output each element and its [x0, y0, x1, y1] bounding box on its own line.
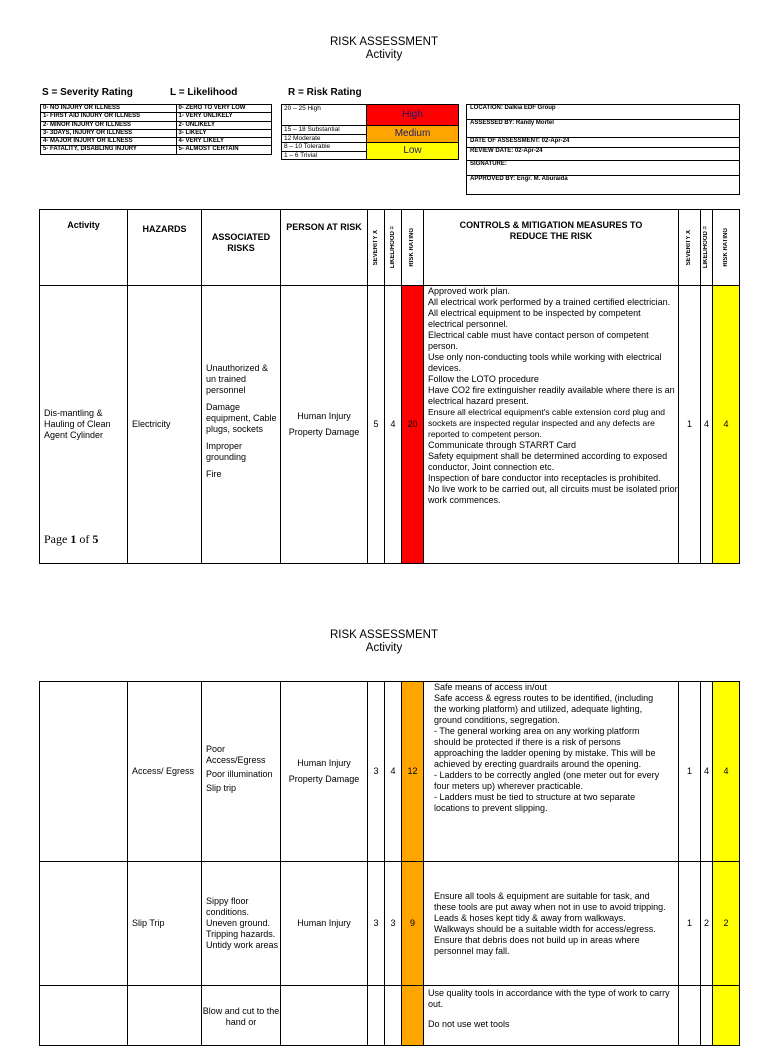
header-rating: RISK RATING [409, 228, 415, 267]
assessed-by-field: ASSESSED BY: Randy Mortel [467, 120, 740, 138]
person-cell: Human Injury Property Damage [281, 682, 368, 862]
residual-rating-value: 2 [713, 862, 740, 986]
header-person: PERSON AT RISK [281, 210, 368, 286]
controls-cell: Safe means of access in/out Safe access & egress routes to be identified, (including the working platform) and utilized, adequate lighting, ground conditions, segregation. - The general working area on any working platform should be protected if there is a risk of persons approaching the ladder opening by mistake. This will be achieved by erecting guardrails around the opening. - Ladders to be correctly angled (one meter out for every four meters up) wherever practicable. - Ladders must be tied to structure at two separate locations to prevent slipping. [424, 682, 679, 862]
review-date-field: REVIEW DATE: 02-Apr-24 [467, 148, 740, 161]
rating-medium: Medium [367, 126, 459, 143]
risk-rating-legend [281, 104, 459, 160]
location-field: LOCATION: Dalkia EDF Group [467, 105, 740, 120]
person-cell: Human Injury Property Damage [281, 286, 368, 564]
header-severity: SEVERITY X [372, 229, 379, 266]
controls-cell: Approved work plan. All electrical work performed by a trained certified electrician. All electrical equipment to be inspected by competent electrical personnel. Electrical cable must have contact person of competent person. Use only non-conducting tools while working with electrical devices. Follow the LOTO procedure Have CO2 fire extinguisher readily available where there is an electrical hazard present. Ensure all electrical equipment's cable extension cord plug and sockets are inspected regular inspected and any defects are reported to competent person. Communicate through STARRT Card Safety equipment shall be determined according to exposed conductor, Joint connection etc. Inspection of bare conductor into receptacles is prohibited. No live work to be carried out, all circuits must be isolated prior work commences. [424, 286, 679, 564]
assessment-info [466, 104, 740, 195]
likelihood-legend-item: 3- LIKELY [176, 129, 271, 137]
header-likelihood: LIKELIHOOD = [389, 226, 396, 269]
controls-cell: Ensure all tools & equipment are suitable for task, and these tools are put away when not in use to avoid tripping. Leads & hoses kept tidy & away from walkways. Walkways should be a suitable width for access/egress. Ensure that debris does not build up in areas where personnel may fall. [424, 862, 679, 986]
risks-cell [202, 286, 281, 564]
page2-subtitle: Activity [365, 642, 403, 654]
severity-legend-item: 2- MINOR INJURY OR ILLNESS [41, 121, 177, 129]
residual-severity-value: 1 [679, 862, 701, 986]
risk-item: Improper grounding [206, 441, 247, 462]
header-controls: CONTROLS & MITIGATION MEASURES TO REDUCE THE RISK [424, 210, 679, 286]
page2-title: RISK ASSESSMENT [329, 629, 438, 641]
approved-by-field: APPROVED BY: Engr. M. Aburaida [467, 176, 740, 195]
risks-cell: Poor Access/Egress Poor illumination Slip trip [202, 682, 281, 862]
hazard-cell: Electricity [128, 286, 202, 564]
residual-severity-value: 1 [679, 286, 701, 564]
header-rating-2: RISK RATING [722, 228, 729, 267]
rating-range-moderate: 12 Moderate [282, 134, 367, 143]
severity-legend-item: 1- FIRST AID INJURY OR ILLNESS [41, 113, 177, 121]
likelihood-value: 4 [385, 286, 402, 564]
rating-range-substantial: 15 – 18 Substantial [282, 126, 367, 135]
likelihood-legend-label: L = Likelihood [170, 87, 238, 98]
severity-likelihood-legend [40, 104, 272, 155]
likelihood-legend-item: 0- ZERO TO VERY LOW [176, 105, 271, 113]
likelihood-value: 3 [385, 862, 402, 986]
severity-legend-label: S = Severity Rating [42, 87, 133, 98]
severity-value: 5 [368, 286, 385, 564]
risk-table-page1 [39, 209, 740, 564]
activity-cell: Dis-mantling & Hauling of Clean Agent Cylinder [44, 408, 111, 440]
likelihood-legend-item: 1- VERY UNLIKELY [176, 113, 271, 121]
hazard-cell: Access/ Egress [128, 682, 202, 862]
rating-low: Low [367, 143, 459, 160]
page-number: Page 1 of 5 [44, 532, 99, 546]
controls-cell: Use quality tools in accordance with the type of work to carry out. Do not use wet tools [424, 986, 679, 1046]
residual-rating-value: 4 [713, 682, 740, 862]
severity-legend-item: 5- FATALITY, DISABLING INJURY [41, 146, 177, 154]
hazard-cell: Slip Trip [128, 862, 202, 986]
rating-range-trivial: 1 – 6 Trivial [282, 151, 367, 160]
header-severity-2: SEVERITY X [686, 229, 692, 266]
assessment-date-field: DATE OF ASSESSMENT: 02-Apr-24 [467, 138, 740, 148]
likelihood-legend-item: 5- ALMOST CERTAIN [176, 146, 271, 154]
person-cell: Human Injury [281, 862, 368, 986]
risk-item: Damage equipment, Cable plugs, sockets [206, 402, 277, 434]
header-activity: Activity [40, 210, 128, 286]
residual-likelihood-value: 4 [701, 682, 713, 862]
risks-cell: Blow and cut to the hand or [202, 986, 281, 1046]
severity-legend-item: 4- MAJOR INJURY OR ILLNESS [41, 138, 177, 146]
signature-field: SIGNATURE: [467, 161, 740, 176]
risk-rating-value: 12 [402, 682, 424, 862]
risk-rating-value: 20 [402, 286, 424, 564]
severity-legend-item: 0- NO INJURY OR ILLNESS [41, 105, 177, 113]
rating-range-tolerable: 8 – 10 Tolerable [282, 143, 367, 152]
risk-item: Fire [206, 469, 222, 479]
residual-likelihood-value: 2 [701, 862, 713, 986]
residual-rating-value: 4 [713, 286, 740, 564]
risk-item: Unauthorized & un trained personnel [206, 363, 269, 395]
risk-rating-value: 9 [402, 862, 424, 986]
severity-legend-item: 3- 3DAYS, INJURY OR ILLNESS [41, 129, 177, 137]
header-risks: ASSOCIATED RISKS [202, 210, 281, 286]
rating-range-high: 20 – 25 High [282, 105, 367, 126]
rating-legend-label: R = Risk Rating [288, 87, 362, 98]
residual-likelihood-value: 4 [701, 286, 713, 564]
risk-table-page2 [39, 681, 740, 1046]
residual-severity-value: 1 [679, 682, 701, 862]
likelihood-legend-item: 4- VERY LIKELY [176, 138, 271, 146]
severity-value: 3 [368, 862, 385, 986]
likelihood-value: 4 [385, 682, 402, 862]
rating-high: High [367, 105, 459, 126]
severity-value: 3 [368, 682, 385, 862]
header-hazards: HAZARDS [128, 210, 202, 286]
header-likelihood-2: LIKELIHOOD = [703, 226, 709, 269]
page-title: RISK ASSESSMENT [329, 36, 438, 48]
likelihood-legend-item: 2- UNLIKELY [176, 121, 271, 129]
page-subtitle: Activity [365, 49, 403, 61]
risks-cell: Sippy floor conditions. Uneven ground. Tripping hazards. Untidy work areas [202, 862, 281, 986]
